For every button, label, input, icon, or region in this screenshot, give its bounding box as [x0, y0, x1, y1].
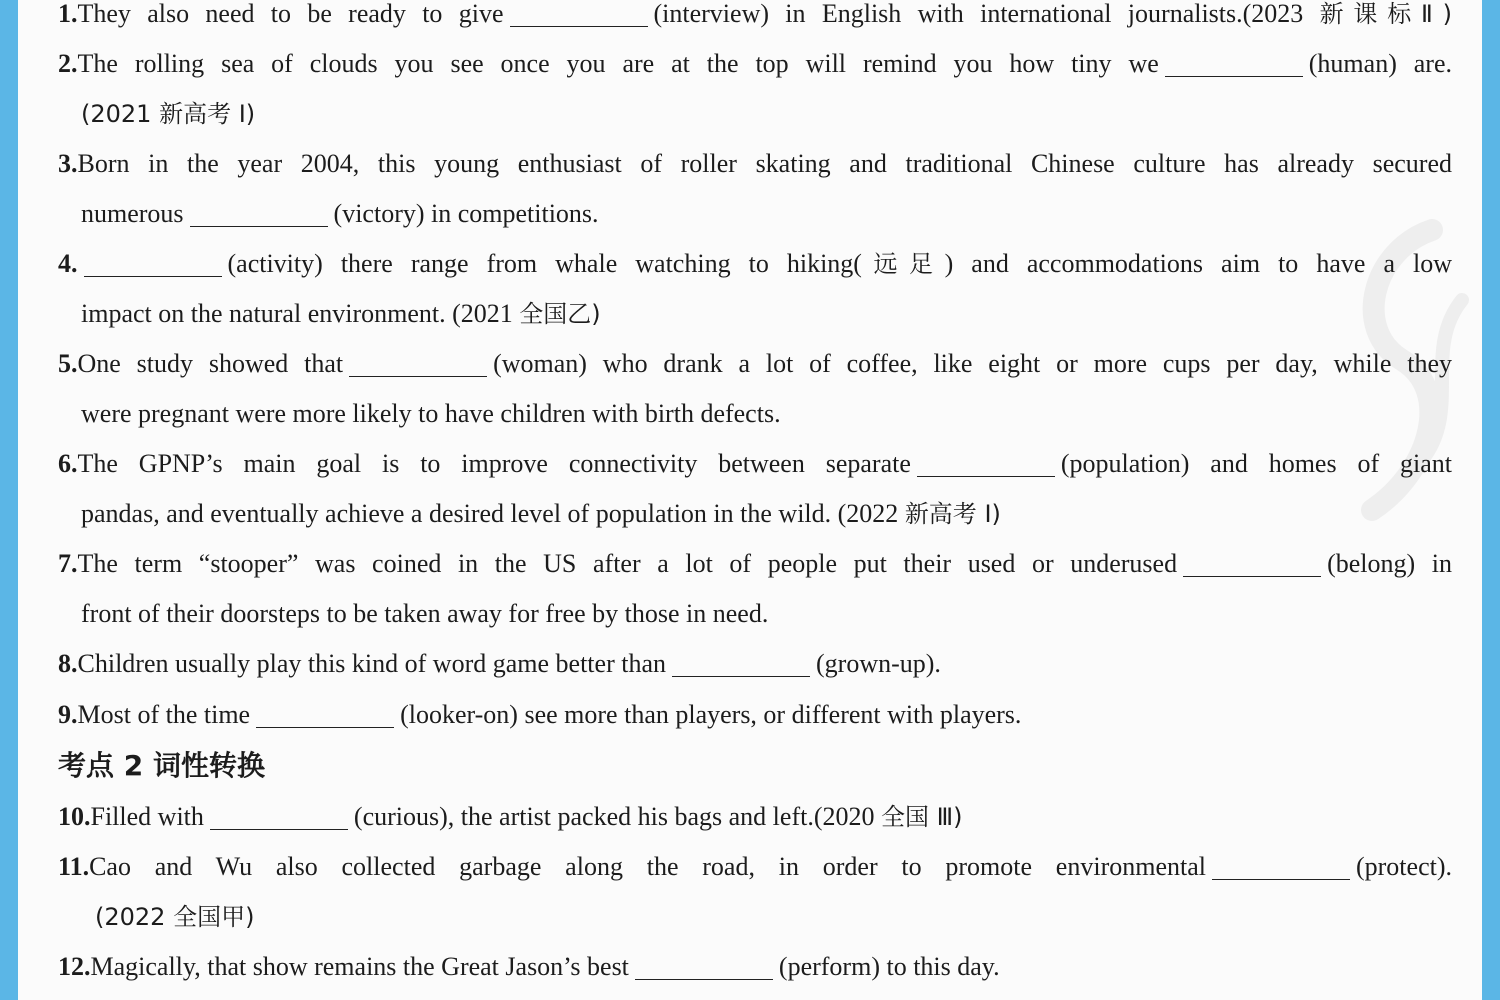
- question-number: 1.: [58, 0, 78, 28]
- question-text: (human) are.: [1308, 49, 1452, 78]
- question-5: [58, 349, 1452, 379]
- question-12: [58, 952, 1452, 982]
- answer-blank-6[interactable]: [917, 452, 1055, 477]
- question-text: Children usually play this kind of word game better than: [77, 649, 666, 678]
- answer-blank-8[interactable]: [672, 652, 810, 677]
- source-tag: 全国乙): [519, 300, 601, 328]
- question-text: pandas, and eventually achieve a desired level of population in the wild. (2022: [81, 499, 899, 528]
- question-text: (curious), the artist packed his bags and left.(2020: [353, 802, 875, 831]
- question-text: numerous: [81, 199, 184, 228]
- answer-blank-2[interactable]: [1165, 52, 1303, 77]
- answer-blank-4[interactable]: [84, 252, 222, 277]
- source-tag: (2021 新高考 Ⅰ): [81, 100, 256, 128]
- document-page: [18, 0, 1482, 1000]
- question-text: (protect).: [1355, 852, 1452, 881]
- source-tag: 全国 Ⅲ): [880, 803, 963, 831]
- chinese-gloss: 远足: [861, 250, 945, 278]
- question-text: (activity) there range from whale watching to hiking(: [227, 249, 862, 278]
- question-2: [58, 49, 1452, 79]
- question-text: They also need to be ready to give: [77, 0, 504, 28]
- source-tag: 新课标Ⅱ): [1319, 0, 1452, 28]
- question-text: One study showed that: [77, 349, 344, 378]
- question-text: Magically, that show remains the Great Jason’s best: [90, 952, 629, 981]
- question-7-continued: [81, 599, 1452, 629]
- question-text: (victory) in competitions.: [333, 199, 599, 228]
- question-5-continued: [81, 399, 1452, 429]
- question-text: The rolling sea of clouds you see once you are at the top will remind you how tiny we: [77, 49, 1159, 78]
- question-text: (grown-up).: [816, 649, 941, 678]
- question-text: ) and accommodations aim to have a low: [944, 249, 1453, 278]
- answer-blank-12[interactable]: [635, 955, 773, 980]
- answer-blank-3[interactable]: [190, 202, 328, 227]
- answer-blank-7[interactable]: [1183, 552, 1321, 577]
- question-6: [58, 449, 1452, 479]
- question-1: [58, 0, 1452, 29]
- question-number: 3.: [58, 149, 78, 178]
- question-text: were pregnant were more likely to have children with birth defects.: [81, 399, 781, 428]
- question-text: The GPNP’s main goal is to improve connectivity between separate: [77, 449, 911, 478]
- question-11-continued: [95, 902, 1452, 932]
- question-2-continued: [81, 99, 1452, 129]
- question-text: Born in the year 2004, this young enthusiast of roller skating and traditional Chinese culture has already secured: [77, 149, 1452, 178]
- question-number: 9.: [58, 700, 78, 729]
- question-3-continued: [81, 199, 1452, 229]
- answer-blank-10[interactable]: [210, 805, 348, 830]
- question-4-continued: [81, 299, 1452, 329]
- question-number: 11.: [58, 852, 90, 881]
- question-text: (looker-on) see more than players, or different with players.: [400, 700, 1022, 729]
- question-text: Cao and Wu also collected garbage along the road, in order to promote environmental: [89, 852, 1206, 881]
- question-text: impact on the natural environment. (2021: [81, 299, 513, 328]
- question-6-continued: [81, 499, 1452, 529]
- question-number: 7.: [58, 549, 78, 578]
- question-text: front of their doorsteps to be taken away for free by those in need.: [81, 599, 769, 628]
- question-text: The term “stooper” was coined in the US after a lot of people put their used or underused: [77, 549, 1178, 578]
- question-7: [58, 549, 1452, 579]
- answer-blank-5[interactable]: [349, 352, 487, 377]
- question-11: [58, 852, 1452, 882]
- question-number: 6.: [58, 449, 78, 478]
- question-number: 2.: [58, 49, 78, 78]
- question-10: [58, 802, 1452, 832]
- question-text: (perform) to this day.: [778, 952, 1000, 981]
- question-4: [58, 249, 1452, 279]
- question-text: (population) and homes of giant: [1060, 449, 1452, 478]
- answer-blank-1[interactable]: [510, 2, 648, 27]
- question-number: 8.: [58, 649, 78, 678]
- question-number: 5.: [58, 349, 78, 378]
- question-number: 10.: [58, 802, 91, 831]
- question-8: [58, 649, 1452, 679]
- question-number: 12.: [58, 952, 91, 981]
- question-9: [58, 700, 1452, 730]
- section-heading: 考点 2 词性转换: [58, 749, 265, 782]
- question-3: [58, 149, 1452, 179]
- answer-blank-9[interactable]: [256, 703, 394, 728]
- question-text: Most of the time: [77, 700, 251, 729]
- answer-blank-11[interactable]: [1212, 855, 1350, 880]
- question-text: Filled with: [90, 802, 204, 831]
- question-text: (interview) in English with international journalists.(2023: [653, 0, 1304, 28]
- source-tag: 新高考 Ⅰ): [904, 500, 1001, 528]
- question-number: 4.: [58, 249, 78, 278]
- source-tag: (2022 全国甲): [95, 903, 255, 931]
- question-text: (belong) in: [1327, 549, 1452, 578]
- question-text: (woman) who drank a lot of coffee, like eight or more cups per day, while they: [493, 349, 1452, 378]
